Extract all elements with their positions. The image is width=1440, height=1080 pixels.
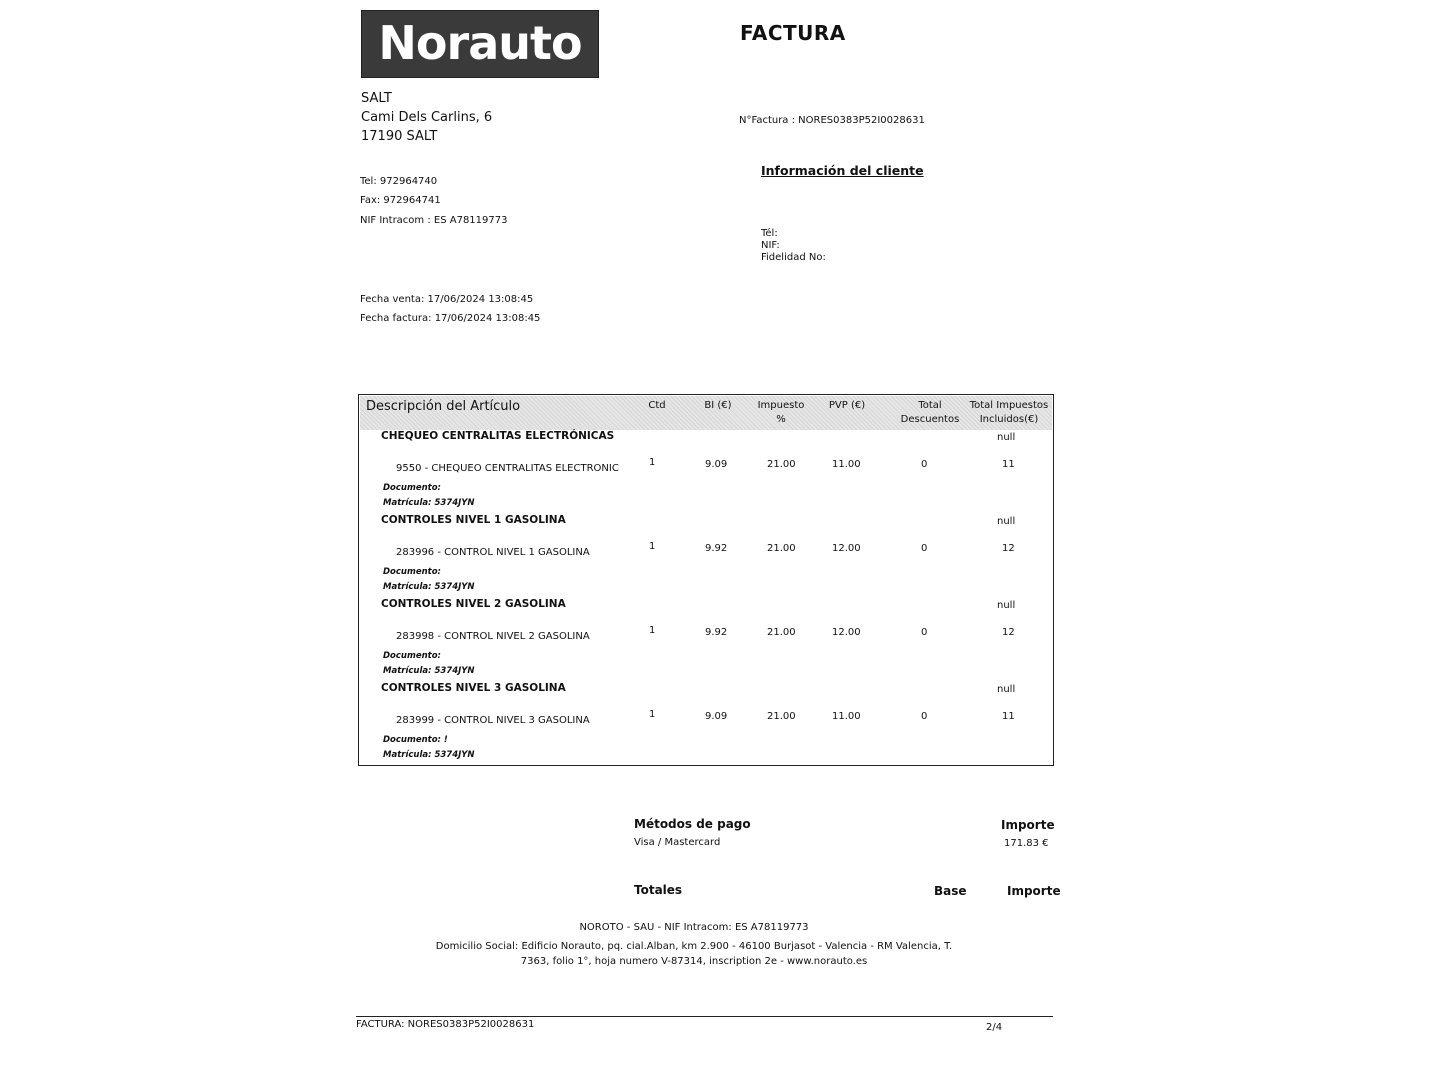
item-ctd: 1 — [649, 541, 656, 552]
header-description: Descripción del Artículo — [366, 399, 521, 414]
store-nif: NIF Intracom : ES A78119773 — [360, 215, 508, 226]
item-bi: 9.92 — [705, 627, 728, 638]
item-total: 12 — [1002, 627, 1015, 638]
header-impuesto-line1: Impuesto — [757, 400, 805, 411]
category-label: CONTROLES NIVEL 3 GASOLINA — [381, 682, 566, 694]
item-total: 11 — [1002, 459, 1015, 470]
item-pvp: 12.00 — [832, 543, 861, 554]
null-value: null — [997, 432, 1016, 443]
document-title: FACTURA — [740, 21, 846, 45]
category-label: CHEQUEO CENTRALITAS ELECTRÓNICAS — [381, 430, 615, 442]
header-descuentos-line1: Total — [918, 400, 942, 411]
item-documento: Documento: — [383, 651, 441, 661]
item-matricula: Matrícula: 5374JYN — [383, 750, 475, 760]
item-ctd: 1 — [649, 709, 656, 720]
item-description: 283998 - CONTROL NIVEL 2 GASOLINA — [396, 631, 590, 642]
null-value: null — [997, 600, 1016, 611]
store-fax: Fax: 972964741 — [360, 195, 441, 206]
payment-amount: 171.83 € — [1004, 838, 1049, 849]
payment-methods-label: Métodos de pago — [634, 817, 751, 831]
null-value: null — [997, 516, 1016, 527]
page-number: 2/4 — [986, 1022, 1003, 1033]
category-label: CONTROLES NIVEL 2 GASOLINA — [381, 598, 566, 610]
header-impuesto — [752, 399, 810, 427]
item-matricula: Matrícula: 5374JYN — [383, 498, 475, 508]
invoice-number: N°Factura : NORES0383P52I0028631 — [739, 115, 925, 126]
header-descuentos — [895, 399, 965, 427]
item-documento: Documento: — [383, 567, 441, 577]
item-ctd: 1 — [649, 457, 656, 468]
category-label: CONTROLES NIVEL 1 GASOLINA — [381, 514, 566, 526]
item-bi: 9.09 — [705, 711, 728, 722]
totals-importe-label: Importe — [1007, 884, 1061, 898]
item-bi: 9.09 — [705, 459, 728, 470]
null-value: null — [997, 684, 1016, 695]
item-ctd: 1 — [649, 625, 656, 636]
payment-amount-label: Importe — [1001, 818, 1055, 832]
item-bi: 9.92 — [705, 543, 728, 554]
item-impuesto: 21.00 — [767, 711, 796, 722]
footer-invoice-ref: FACTURA: NORES0383P52I0028631 — [356, 1019, 535, 1030]
norauto-logo — [361, 10, 599, 78]
header-descuentos-line2: Descuentos — [900, 414, 960, 425]
table-header — [360, 396, 1052, 430]
item-descuentos: 0 — [921, 711, 928, 722]
item-matricula: Matrícula: 5374JYN — [383, 666, 475, 676]
sale-date: Fecha venta: 17/06/2024 13:08:45 — [360, 294, 534, 305]
client-tel: Tél: — [761, 228, 778, 239]
client-info-title: Información del cliente — [761, 163, 924, 178]
item-impuesto: 21.00 — [767, 627, 796, 638]
store-address: Cami Dels Carlins, 6 — [361, 110, 493, 125]
header-total-line2: Incluidos(€) — [979, 414, 1039, 425]
item-matricula: Matrícula: 5374JYN — [383, 582, 475, 592]
item-impuesto: 21.00 — [767, 543, 796, 554]
item-descuentos: 0 — [921, 543, 928, 554]
client-nif: NIF: — [761, 240, 780, 251]
footer-company: NOROTO - SAU - NIF Intracom: ES A78119773 — [579, 922, 809, 933]
client-fidelidad: Fidelidad No: — [761, 252, 826, 263]
store-city: 17190 SALT — [361, 129, 438, 144]
store-tel: Tel: 972964740 — [360, 176, 438, 187]
item-documento: Documento: ! — [383, 735, 448, 745]
item-description: 9550 - CHEQUEO CENTRALITAS ELECTRONIC — [396, 463, 619, 474]
footer-divider — [356, 1016, 1053, 1017]
item-descuentos: 0 — [921, 459, 928, 470]
item-total: 12 — [1002, 543, 1015, 554]
footer-address-line1: Domicilio Social: Edificio Norauto, pq. cial.Alban, km 2.900 - 46100 Burjasot - Valencia - RM Valencia, T. — [435, 941, 953, 952]
items-table — [358, 394, 1054, 766]
logo-text: Norauto — [378, 16, 582, 70]
item-description: 283996 - CONTROL NIVEL 1 GASOLINA — [396, 547, 590, 558]
payment-method: Visa / Mastercard — [634, 837, 721, 848]
store-name: SALT — [361, 91, 392, 106]
item-total: 11 — [1002, 711, 1015, 722]
header-pvp: PVP (€) — [828, 400, 866, 411]
item-pvp: 12.00 — [832, 627, 861, 638]
totals-label: Totales — [634, 883, 683, 897]
item-pvp: 11.00 — [832, 459, 861, 470]
invoice-date: Fecha factura: 17/06/2024 13:08:45 — [360, 313, 541, 324]
totals-base-label: Base — [934, 884, 967, 898]
header-total — [966, 399, 1052, 427]
footer-address-line2: 7363, folio 1°, hoja numero V-87314, inscription 2e - www.norauto.es — [520, 956, 868, 967]
header-impuesto-line2: % — [776, 414, 786, 425]
item-documento: Documento: — [383, 483, 441, 493]
item-description: 283999 - CONTROL NIVEL 3 GASOLINA — [396, 715, 590, 726]
header-total-line1: Total Impuestos — [969, 400, 1049, 411]
item-impuesto: 21.00 — [767, 459, 796, 470]
item-descuentos: 0 — [921, 627, 928, 638]
item-pvp: 11.00 — [832, 711, 861, 722]
header-ctd: Ctd — [648, 400, 666, 411]
header-bi: BI (€) — [704, 400, 732, 411]
